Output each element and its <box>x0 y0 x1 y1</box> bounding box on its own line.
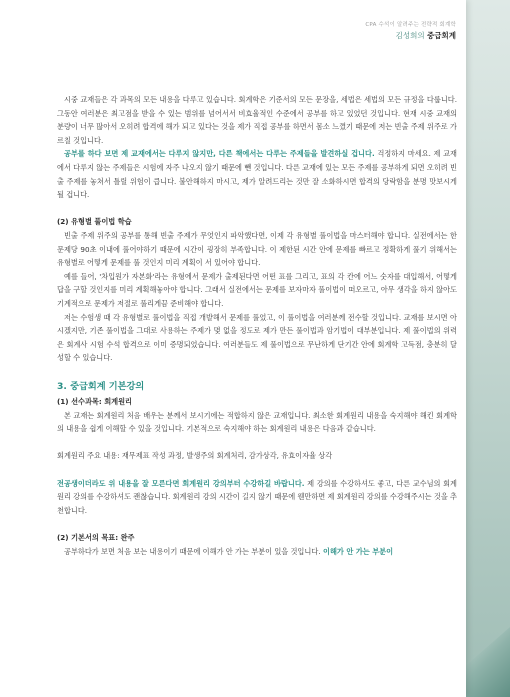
paragraph <box>57 545 457 559</box>
paragraph: 저는 수험생 때 각 유형별로 풀이법을 직접 개발해서 문제를 풀었고, 이 풀이법을 여러분께 전수할 것입니다. 교재를 보시면 아시겠지만, 기존 풀이법을 그대로 사용하는 주제가 몇 없을 정도로 제가 만든 풀이법과 암기법이 대부분입니다. 제 풀이법의 위력은 회계사 시험 수석 합격으로 이미 증명되었습니다. 여러분들도 제 풀이법으로 무난하게 단기간 안에 회계학 고득점, 충분히 달성할 수 있습니다. <box>57 312 457 363</box>
paragraph-text: 걱정하지 마세요. 제 교재에서 다루지 않는 주제들은 시험에 자주 나오지 않기 때문에 뺀 것입니다. 다른 교재에 있는 모든 주제를 공부하게 되면 오히려 빈출 주제를 놓쳐서 틀릴 위험이 큽니다. 불안해하지 마시고, 제가 알려드리는 것만 잘 소화하시면 합격의 당락함을 분명 맛보시게 될 겁니다. <box>57 149 457 200</box>
highlight-text: 이해가 안 가는 부분이 <box>320 546 394 556</box>
page-edge-strip <box>466 0 510 697</box>
subsection-title: (2) 유형별 풀이법 학습 <box>57 217 132 227</box>
header-author: 김성희의 <box>395 31 425 40</box>
paragraph-text: 제 강의를 수강하셔도 좋고, 다른 교수님의 회계원리 강의를 수강하셔도 괜찮습니다. 회계원리 강의 시간이 길지 않기 때문에 웬만하면 제 회계원리 강의를 수강해주시는 것을 추천합니다. <box>57 478 457 515</box>
section-title: 3. 중급회계 기본강의 <box>57 381 145 393</box>
header-subtitle: CPA 수석이 알려주는 전략적 회계학 <box>365 22 456 28</box>
paragraph: 빈출 주제 위주의 공부를 통해 빈출 주제가 무엇인지 파악했다면, 이제 각 유형별 풀이법을 마스터해야 합니다. 실전에서는 한 문제당 90초 이내에 풀어야하기 때문에 시간이 굉장히 부족합니다. 이 제한된 시간 안에 문제를 빠르고 정확하게 풀기 위해서는 유형별로 어떻게 문제를 풀 것인지 미리 계획이 서 있어야 합니다. <box>57 230 457 268</box>
header-chapter <box>365 30 456 41</box>
highlight-text: 공부를 하다 보면 제 교재에서는 다루지 않지만, 다른 책에서는 다루는 주제들을 발견하실 겁니다. <box>64 149 375 159</box>
paragraph-text: 공부하다가 보면 처음 보는 내용이기 때문에 이해가 안 가는 부분이 있을 것입니다. <box>64 546 321 556</box>
running-header <box>365 20 456 41</box>
key-topics-line: 회계원리 주요 내용: 재무제표 작성 과정, 발생주의 회계처리, 감가상각, 유효이자율 상각 <box>57 451 333 461</box>
paragraph <box>57 147 457 201</box>
paragraph: 시중 교재들은 각 과목의 모든 내용을 다루고 있습니다. 회계학은 기준서의 모든 문장을, 세법은 세법의 모든 규정을 다룹니다. 그동안 여러분은 최고점을 받을 수 있는 범위를 넘어서서 비효율적인 수준에서 공부를 하고 있었던 것입니다. 현재 시중 교재의 분량이 너무 많아서 오히려 합격에 해가 되고 있다는 것을 제가 직접 공부를 하면서 몸소 느꼈기 때문에 저는 빈출 주제 위주로 가르칠 것입니다. <box>57 95 457 145</box>
highlight-text: 전공생이더라도 위 내용을 잘 모른다면 회계원리 강의부터 수강하길 바랍니다. <box>57 478 305 488</box>
paragraph: 본 교재는 회계원리 처음 배우는 분께서 보시기에는 적합하지 않은 교재입니다. 최소한 회계원리 내용을 숙지해야 해킨 회계학의 내용을 쉽게 이해할 수 있을 것입니다. 기본적으로 숙지해야 하는 회계원리 내용은 다음과 같습니다. <box>57 410 457 434</box>
subsection-title: (2) 기본서의 목표: 완주 <box>57 533 135 542</box>
subsection-title: (1) 선수과목: 회계원리 <box>57 397 132 407</box>
body-text <box>57 93 457 558</box>
header-book-title: 중급회계 <box>427 31 456 40</box>
paragraph <box>57 477 457 518</box>
paragraph: 예를 들어, '차입원가 자본화'라는 유형에서 문제가 출제된다면 어떤 표를 그리고, 표의 각 칸에 어느 숫자를 대입해서, 어떻게 답을 구할 것인지를 미리 계획해놓아야 합니다. 그래서 실전에서는 문제를 보자마자 풀이법이 떠오르고, 아무 생각을 하지 않아도 기계적으로 문제가 저절로 풀리게끔 준비해야 합니다. <box>57 271 457 308</box>
